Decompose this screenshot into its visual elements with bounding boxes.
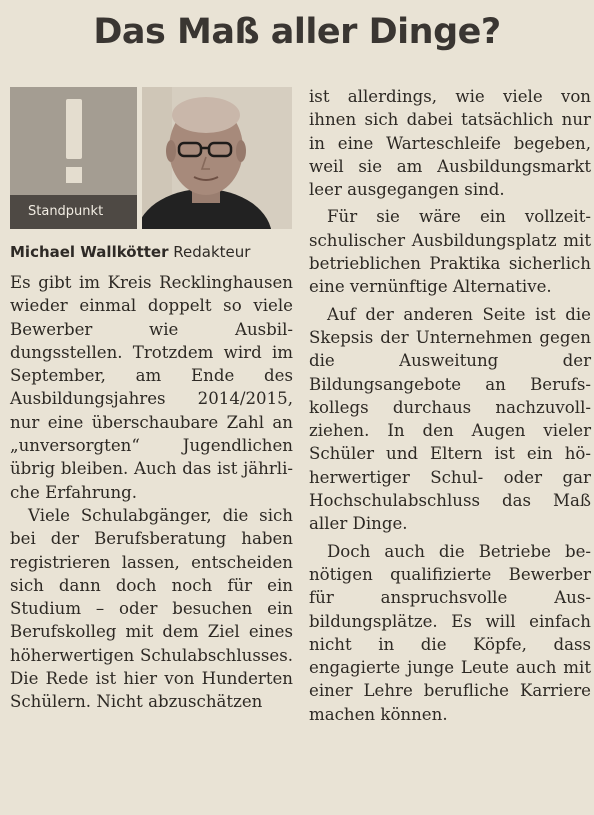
exclamation-icon (66, 99, 82, 159)
paragraph: Für sie wäre ein vollzeitschulischer Ausbildungsplatz mit betrieblichen Praktika sicherlich eine vernünftige Alternative. (309, 207, 591, 297)
left-column (8, 85, 293, 714)
headline: Das Maß aller Dinge? (93, 12, 501, 52)
exclamation-dot (66, 167, 82, 183)
paragraph: Es gibt im Kreis Recklinghausen wieder einmal doppelt so viele Bewerber wie Ausbildungsstellen. Trotzdem wird im September, am Ende des Ausbildungsjahres 2014/2015, nur eine überschaubare Zahl an „unversorgten“ Jugendlichen übrig bleiben. Auch das ist jährliche Erfahrung. (10, 273, 293, 502)
right-column (309, 85, 591, 726)
author-portrait (142, 87, 292, 229)
rubric-label: Standpunkt (10, 195, 137, 229)
paragraph: Viele Schulabgänger, die sich bei der Berufsberatung haben registrieren lassen, entscheiden sich dann doch noch für ein Studium – oder besuchen ein Berufskolleg mit dem Ziel eines höherwertigen Schulabschlusses. Die Rede ist hier von Hunderten Schülern. Nicht abzuschätzen (10, 505, 293, 712)
paragraph: Doch auch die Betriebe benötigen qualifizierte Bewerber für anspruchsvolle Ausbildungsplätze. Es will einfach nicht in die Köpfe, dass engagierte junge Leute auch mit einer Lehre berufliche Karriere machen können. (309, 541, 591, 724)
author-name: Michael Wallkötter (10, 243, 169, 261)
author-role: Redakteur (173, 243, 251, 261)
byline (10, 237, 293, 267)
standpunkt-badge (10, 87, 137, 229)
commentary-teaser (8, 85, 291, 233)
paragraph: ist allerdings, wie viele von ihnen sich dabei tatsächlich nur in eine Warteschleife begeben, weil sie am Ausbildungsmarkt leer ausgegangen sind. (309, 87, 591, 200)
paragraph: Auf der anderen Seite ist die Skepsis der Unternehmen gegen die Ausweitung der Bildungsangebote an Berufskollegs durchaus nachzuvollziehen. In den Augen vieler Schüler und Eltern ist ein höherwertiger Schul- oder gar Hochschulabschluss das Maß aller Dinge. (309, 304, 591, 534)
